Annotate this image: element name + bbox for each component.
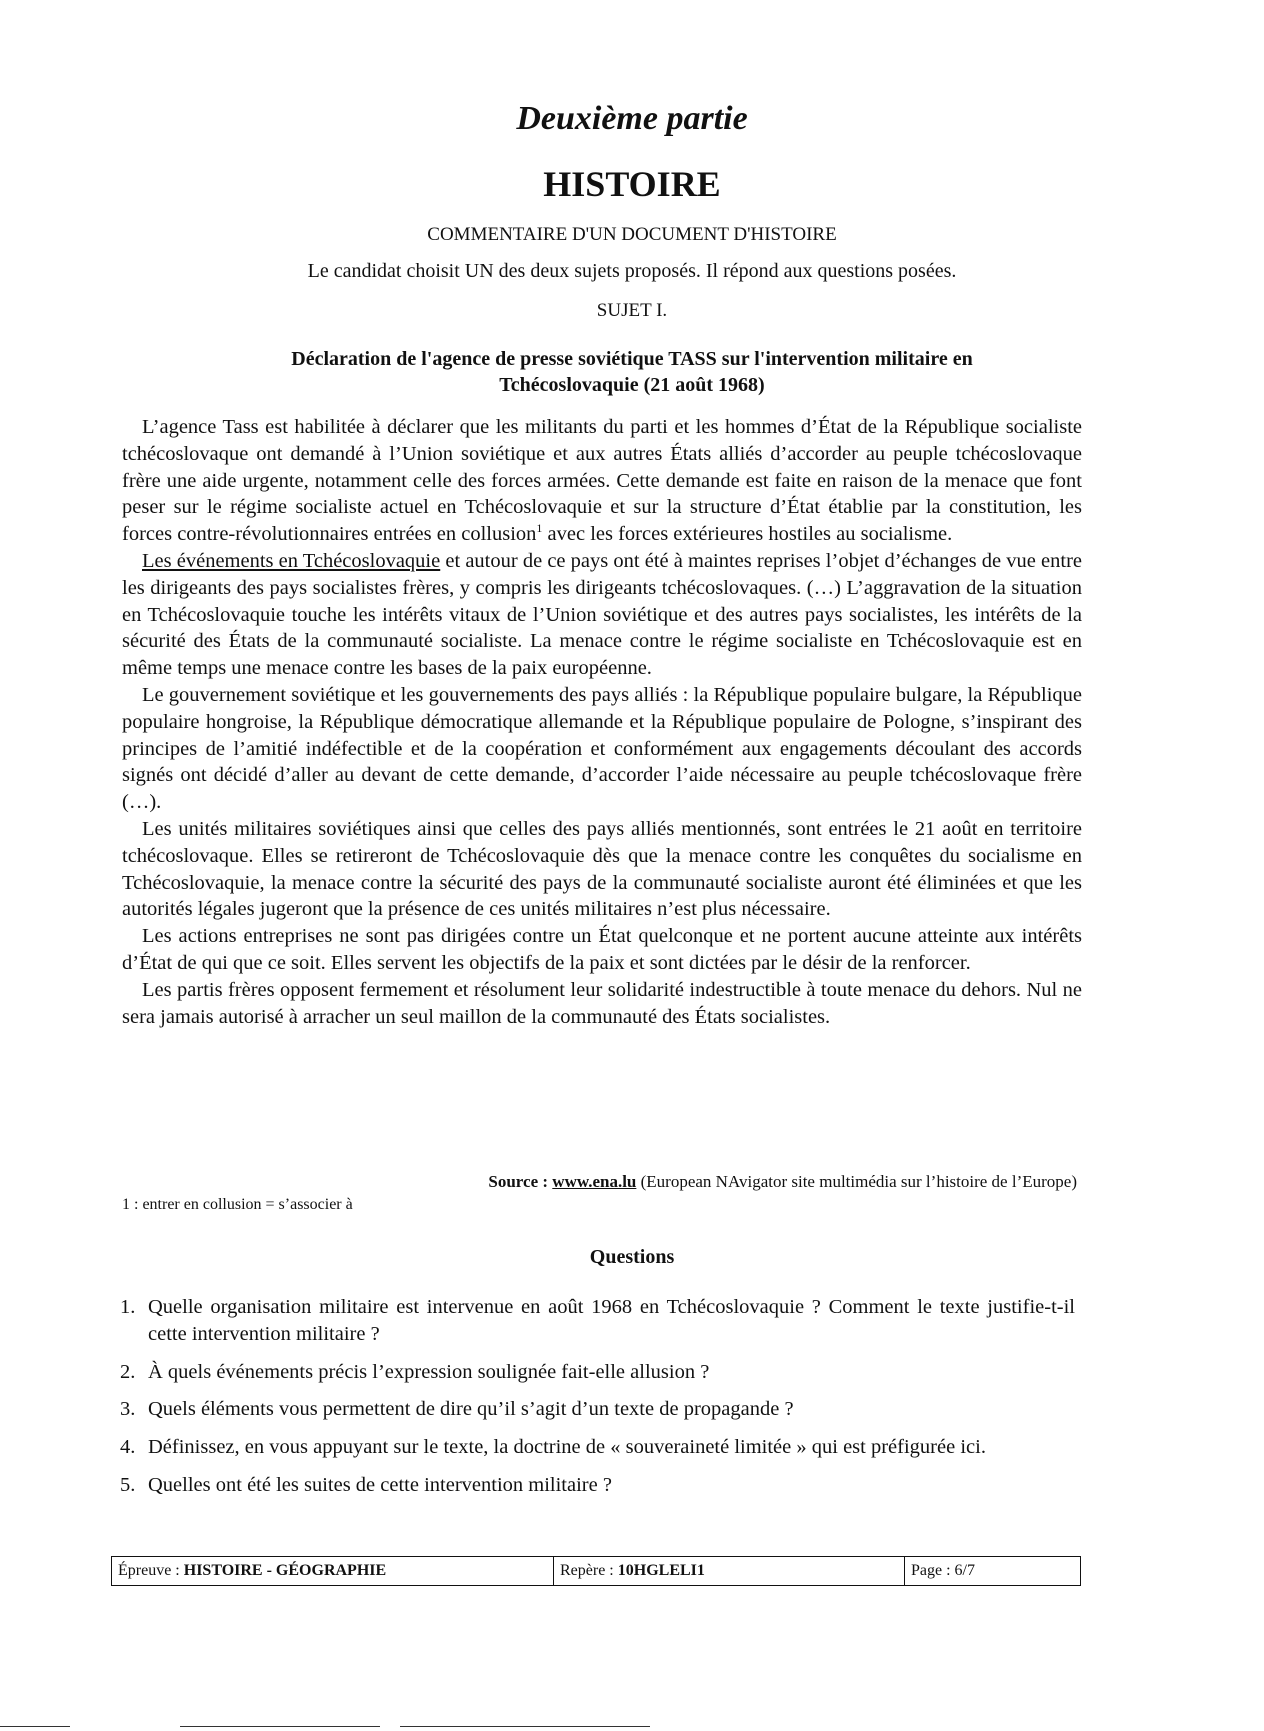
paragraph-3: Le gouvernement soviétique et les gouvernements des pays alliés : la République populaire bulgare, la République populaire hongroise, la République démocratique allemande et la République populaire de Pologne, s’inspirant des principes de l’amitié indéfectible et de la coopération et conformément aux engagements découlant des accords signés ont décidé d’aller au devant de cette demande, d’accorder l’aide nécessaire au peuple tchécoslovaque frère (…). (122, 683, 1082, 814)
question-number: 2. (120, 1360, 136, 1383)
paragraph-1 (122, 414, 1082, 548)
part-title: Deuxième partie (516, 100, 748, 137)
epreuve-value: HISTOIRE - GÉOGRAPHIE (183, 1562, 387, 1579)
question-item (120, 1472, 1075, 1499)
epreuve-label: Épreuve : (118, 1562, 180, 1579)
paragraph-6: Les partis frères opposent fermement et résolument leur solidarité indestructible à toute menace du dehors. Nul ne sera jamais autorisé à arracher un seul maillon de la communauté des États socialistes. (122, 978, 1082, 1028)
sujet-label: SUJET I. (596, 300, 668, 321)
footer-repere (554, 1557, 905, 1585)
underlined-expression: Les événements en Tchécoslovaquie (142, 549, 441, 572)
question-item (120, 1396, 1075, 1423)
footer-epreuve (112, 1557, 554, 1585)
document-title (180, 346, 1084, 398)
paragraph-5: Les actions entreprises ne sont pas dirigées contre un État quelconque et ne portent aucune atteinte aux intérêts d’État de qui que ce soit. Elles servent les objectifs de la paix et sont dictées par le désir de la renforcer. (122, 925, 1082, 974)
repere-value: 10HGLELI1 (617, 1562, 705, 1579)
footnote: 1 : entrer en collusion = s’associer à (122, 1196, 353, 1213)
question-number: 3. (120, 1398, 136, 1421)
scan-artifact (0, 1726, 70, 1727)
question-number: 5. (120, 1473, 136, 1496)
document-title-line2: Tchécoslovaquie (21 août 1968) (499, 374, 765, 396)
question-item (120, 1294, 1075, 1348)
question-text: À quels événements précis l’expression soulignée fait-elle allusion ? (148, 1360, 710, 1383)
source-link[interactable]: www.ena.lu (552, 1172, 637, 1191)
scan-artifact (180, 1726, 380, 1727)
question-text: Quelle organisation militaire est intervenue en août 1968 en Tchécoslovaquie ? Comment le texte justifie-t-il cette intervention militaire ? (148, 1296, 1075, 1345)
source-label: Source : (488, 1172, 549, 1191)
question-text: Quelles ont été les suites de cette intervention militaire ? (148, 1473, 612, 1496)
subject-title: HISTOIRE (543, 164, 721, 204)
footnote-mark: 1 (536, 521, 543, 536)
question-item (120, 1434, 1075, 1461)
paragraph-2 (122, 548, 1082, 682)
repere-label: Repère : (560, 1562, 614, 1579)
document-text (122, 414, 1082, 1030)
footer-table (111, 1556, 1081, 1586)
source-description: (European NAvigator site multimédia sur l’histoire de l’Europe) (636, 1172, 1077, 1191)
question-item (120, 1359, 1075, 1386)
instructions: Le candidat choisit UN des deux sujets proposés. Il répond aux questions posées. (307, 260, 957, 282)
paragraph-1-end: avec les forces extérieures hostiles au socialisme. (542, 523, 953, 546)
footer-page: Page : 6/7 (911, 1562, 975, 1579)
exercise-type: COMMENTAIRE D'UN DOCUMENT D'HISTOIRE (427, 224, 837, 245)
paragraph-2-text: et autour de ce pays ont été à maintes reprises l’objet d’échanges de vue entre les dirigeants des pays socialistes frères, y compris les dirigeants tchécoslovaques. (…) L’aggravation de la situation en Tchécoslovaquie touche les intérêts vitaux de l’Union soviétique et des autres pays socialistes, les intérêts de la sécurité des États de la communauté socialiste. La menace contre le régime socialiste en Tchécoslovaquie est en même temps une menace contre les bases de la paix européenne. (122, 549, 1083, 680)
source-line (122, 1172, 1077, 1192)
question-number: 1. (120, 1296, 136, 1318)
questions-list (120, 1294, 1075, 1510)
paragraph-1-text: L’agence Tass est habilitée à déclarer que les militants du parti et les hommes d’État de la République socialiste tchécoslovaque ont demandé à l’Union soviétique et aux autres États alliés d’accorder au peuple tchécoslovaque frère une aide urgente, notamment celle des forces armées. Cette demande est faite en raison de la menace que font peser sur le régime socialiste actuel en Tchécoslovaquie et sur la structure d’État établie par la constitution, les forces contre-révolutionnaires entrées en collusion (122, 416, 1082, 546)
document-title-line1: Déclaration de l'agence de presse soviétique TASS sur l'intervention militaire en (291, 348, 973, 370)
question-text: Quels éléments vous permettent de dire qu’il s’agit d’un texte de propagande ? (148, 1398, 794, 1421)
scan-artifact (400, 1726, 650, 1727)
question-text: Définissez, en vous appuyant sur le texte, la doctrine de « souveraineté limitée » qui est préfigurée ici. (148, 1436, 986, 1459)
paragraph-4: Les unités militaires soviétiques ainsi que celles des pays alliés mentionnés, sont entrées le 21 août en territoire tchécoslovaque. Elles se retireront de Tchécoslovaquie dès que la menace contre les conquêtes du socialisme en Tchécoslovaquie, la menace contre la sécurité des pays de la communauté socialiste auront été éliminées et que les autorités légales jugeront que la présence de ces unités militaires n’est plus nécessaire. (122, 817, 1082, 921)
question-number: 4. (120, 1436, 136, 1459)
questions-heading: Questions (589, 1246, 675, 1268)
